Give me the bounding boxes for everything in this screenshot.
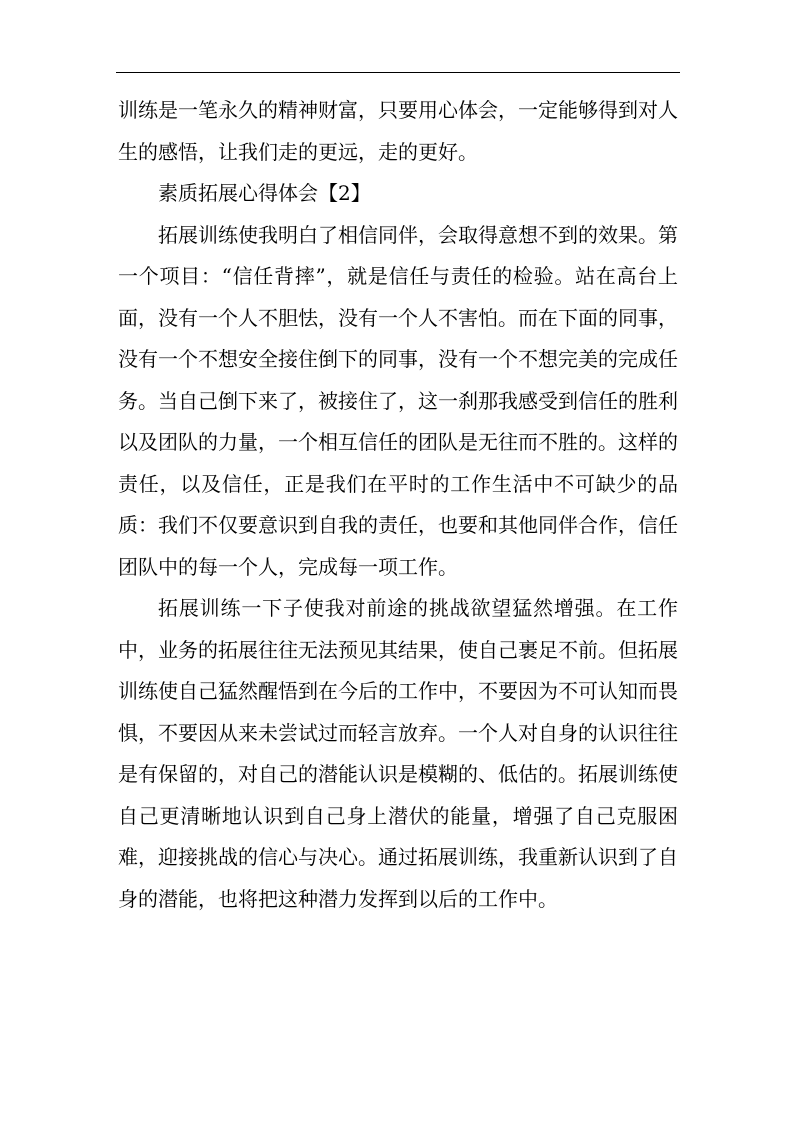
paragraph-continuation: 训练是一笔永久的精神财富，只要用心体会，一定能够得到对人生的感悟，让我们走的更远，走的更好。 [118,98,678,164]
paragraph: 拓展训练一下子使我对前途的挑战欲望猛然增强。在工作中，业务的拓展往往无法预见其结果，使自己裹足不前。但拓展训练使自己猛然醒悟到在今后的工作中，不要因为不可认知而畏惧，不要因从来未尝试过而轻言放弃。一个人对自身的认识往往是有保留的，对自己的潜能认识是模糊的、低估的。拓展训练使自己更清晰地认识到自己身上潜伏的能量，增强了自己克服困难，迎接挑战的信心与决心。通过拓展训练，我重新认识到了自身的潜能，也将把这种潜力发挥到以后的工作中。 [118,596,678,911]
paragraph: 拓展训练使我明白了相信同伴，会取得意想不到的效果。第一个项目：“信任背摔”，就是信任与责任的检验。站在高台上面，没有一个人不胆怯，没有一个人不害怕。而在下面的同事，没有一个不想安全接住倒下的同事，没有一个不想完美的完成任务。当自己倒下来了，被接住了，这一刹那我感受到信任的胜利以及团队的力量，一个相互信任的团队是无往而不胜的。这样的责任，以及信任，正是我们在平时的工作生活中不可缺少的品质：我们不仅要意识到自我的责任，也要和其他同伴合作，信任团队中的每一个人，完成每一项工作。 [118,222,678,579]
document-body [118,90,678,920]
section-heading: 素质拓展心得体会【2】 [158,181,371,205]
header-rule [116,72,680,73]
